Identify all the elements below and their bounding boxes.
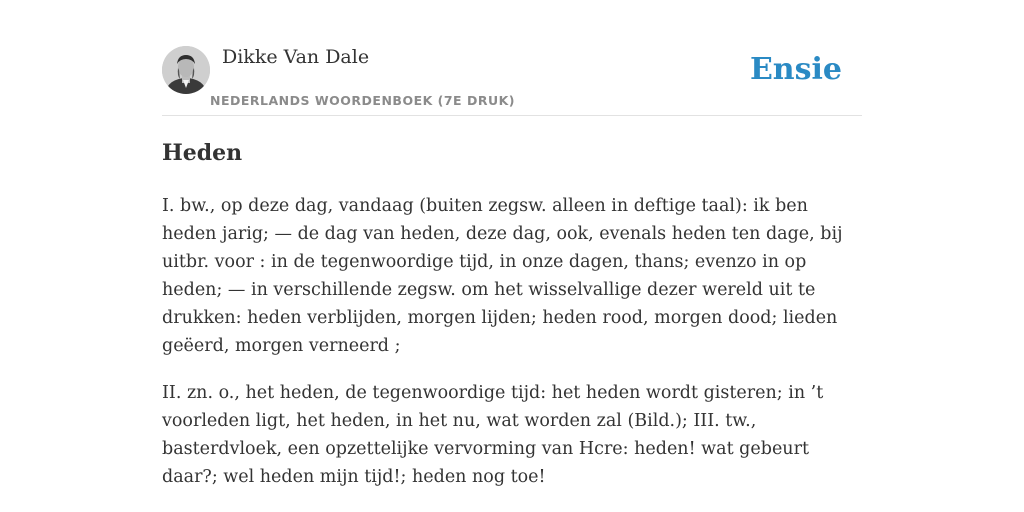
author-name[interactable]: Dikke Van Dale bbox=[222, 46, 370, 68]
entry-title: Heden bbox=[162, 140, 243, 166]
entry-body bbox=[162, 192, 862, 510]
ensie-logo[interactable]: Ensie bbox=[749, 52, 842, 87]
avatar-portrait-graphic bbox=[162, 46, 210, 94]
entry-paragraph: I. bw., op deze dag, vandaag (buiten zegsw. alleen in deftige taal): ik ben heden jarig; — de dag van heden, deze dag, ook, evenals heden ten dage, bij uitbr. voor : in de tegenwoordige tijd, in onze dagen, thans; evenzo in op heden; — in verschillende zegsw. om het wisselvallige dezer wereld uit te drukken: heden verblijden, morgen lijden; heden rood, morgen dood; lieden geëerd, morgen verneerd ; bbox=[162, 196, 843, 356]
portrait-photo-icon[interactable] bbox=[162, 46, 210, 94]
page bbox=[162, 0, 862, 512]
source-title[interactable]: NEDERLANDS WOORDENBOEK (7E DRUK) bbox=[210, 93, 515, 108]
entry-paragraph: II. zn. o., het heden, de tegenwoordige tijd: het heden wordt gisteren; in ’t voorleden ligt, het heden, in het nu, wat worden zal (Bild.); III. tw., basterdvloek, een opzettelijke vervorming van Hcre: heden! wat gebeurt daar?; wel heden mijn tijd!; heden nog toe! bbox=[162, 383, 824, 487]
entry-header bbox=[162, 0, 862, 116]
